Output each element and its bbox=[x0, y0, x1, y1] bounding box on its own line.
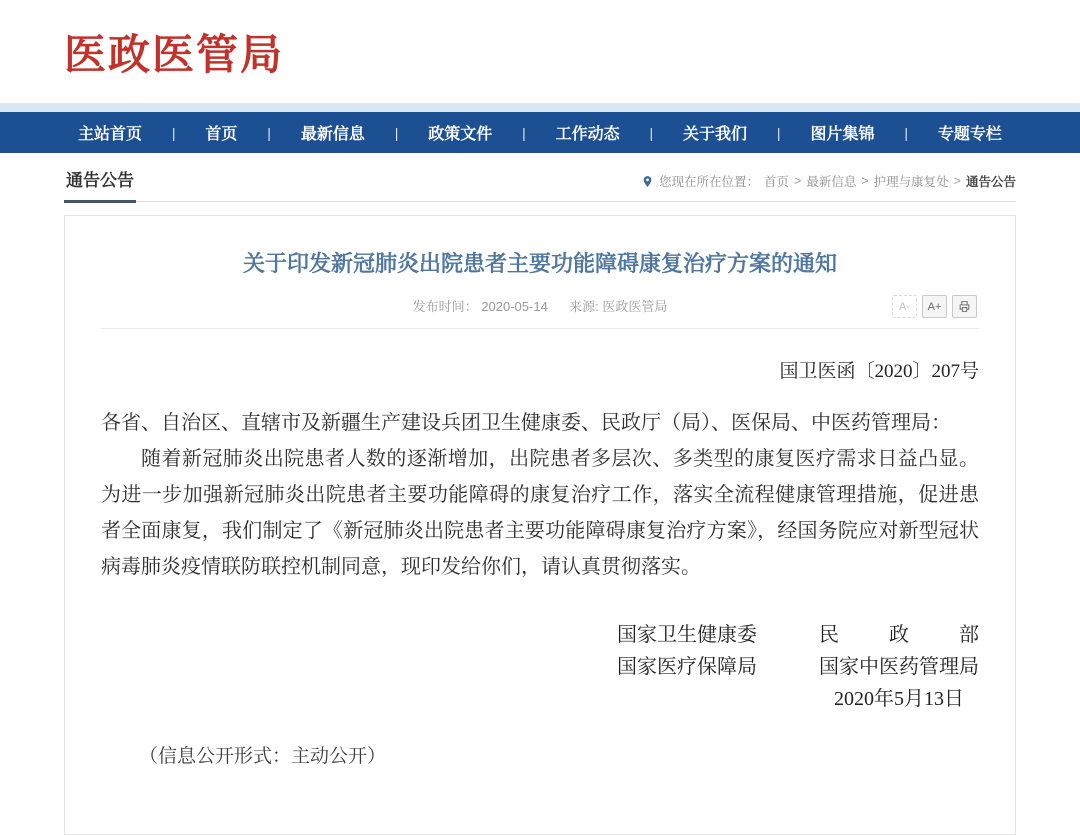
signature-natcm: 国家中医药管理局 bbox=[819, 656, 979, 678]
breadcrumb-link-nursing-rehab[interactable]: 护理与康复处 bbox=[873, 175, 949, 189]
section-title: 通告公告 bbox=[64, 166, 136, 203]
signature-block bbox=[101, 621, 979, 714]
nav-separator: | bbox=[522, 124, 526, 141]
breadcrumb-prefix: 您现在所在位置： bbox=[658, 175, 759, 189]
nav-separator: | bbox=[267, 124, 271, 141]
font-larger-button[interactable]: A+ bbox=[922, 295, 947, 318]
nav-item-gallery[interactable]: 图片集锦 bbox=[810, 126, 875, 143]
main-nav bbox=[0, 112, 1080, 153]
breadcrumb-link-latest[interactable]: 最新信息 bbox=[806, 175, 857, 189]
signature-nhsa: 国家医疗保障局 bbox=[617, 656, 757, 678]
nav-separator: | bbox=[904, 124, 908, 141]
site-logo[interactable]: 医政医管局 bbox=[64, 30, 285, 78]
disclosure-note: （信息公开形式：主动公开） bbox=[139, 746, 387, 767]
breadcrumb-separator: > bbox=[953, 174, 961, 188]
location-pin-icon bbox=[641, 175, 654, 188]
nav-item-work-news[interactable]: 工作动态 bbox=[555, 126, 620, 143]
body-paragraph: 随着新冠肺炎出院患者人数的逐渐增加，出院患者多层次、多类型的康复医疗需求日益凸显。为进一步加强新冠肺炎出院患者主要功能障碍的康复治疗工作，落实全流程健康管理措施，促进患者全面康复，我们制定了《新冠肺炎出院患者主要功能障碍康复治疗方案》，经国务院应对新型冠状病毒肺炎疫情联防联控机制同意，现印发给你们，请认真贯彻落实。 bbox=[101, 448, 979, 578]
meta-divider bbox=[101, 328, 979, 329]
signature-mca: 民政部 bbox=[819, 624, 979, 646]
nav-separator: | bbox=[649, 124, 654, 141]
breadcrumb-separator: > bbox=[794, 174, 802, 188]
nav-separator: | bbox=[776, 124, 781, 141]
breadcrumb-current: 通告公告 bbox=[965, 175, 1016, 189]
breadcrumb-separator: > bbox=[861, 174, 869, 188]
font-smaller-button[interactable]: A- bbox=[892, 295, 917, 318]
print-button[interactable] bbox=[952, 295, 977, 318]
article-box bbox=[64, 215, 1016, 835]
article-tools bbox=[892, 295, 977, 318]
article-meta bbox=[101, 295, 979, 319]
nav-separator: | bbox=[171, 124, 176, 141]
article-title: 关于印发新冠肺炎出院患者主要功能障碍康复治疗方案的通知 bbox=[242, 251, 837, 276]
salutation-paragraph: 各省、自治区、直辖市及新疆生产建设兵团卫生健康委、民政厅（局）、医保局、中医药管理局： bbox=[101, 412, 951, 434]
nav-item-about-us[interactable]: 关于我们 bbox=[683, 126, 748, 143]
signature-nhc: 国家卫生健康委 bbox=[617, 624, 757, 646]
publish-time-value: 2020-05-14 bbox=[481, 299, 548, 314]
nav-item-policy-docs[interactable]: 政策文件 bbox=[428, 126, 493, 143]
source-label: 来源: bbox=[569, 299, 599, 314]
source-value: 医政医管局 bbox=[602, 299, 668, 314]
nav-item-latest-news[interactable]: 最新信息 bbox=[300, 126, 365, 143]
breadcrumb-link-home[interactable]: 首页 bbox=[764, 175, 790, 189]
section-head bbox=[64, 153, 1016, 202]
signature-date: 2020年5月13日 bbox=[834, 688, 964, 710]
breadcrumb bbox=[641, 172, 1016, 201]
nav-item-main-home[interactable]: 主站首页 bbox=[78, 126, 143, 143]
nav-item-special-columns[interactable]: 专题专栏 bbox=[937, 126, 1002, 143]
publish-time-label: 发布时间： bbox=[412, 299, 478, 314]
printer-icon bbox=[958, 300, 971, 313]
nav-top-strip bbox=[0, 103, 1080, 112]
document-body bbox=[101, 405, 979, 585]
nav-separator: | bbox=[394, 124, 399, 141]
nav-item-home[interactable]: 首页 bbox=[205, 126, 238, 143]
site-header bbox=[0, 0, 1080, 103]
document-number: 国卫医函〔2020〕207号 bbox=[779, 361, 979, 382]
